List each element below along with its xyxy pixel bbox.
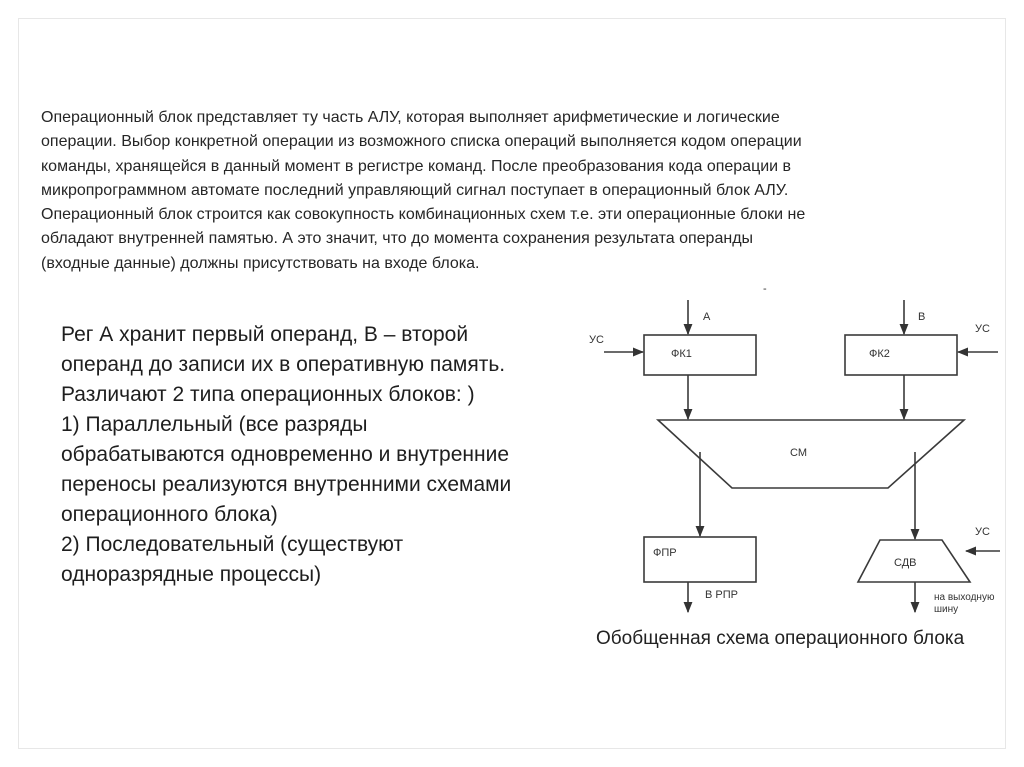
intro-line: микропрограммном автомате последний управляющий сигнал поступает в операционный блок АЛУ. — [41, 181, 789, 199]
intro-line: обладают внутренней памятью. А это значит, что до момента сохранения результата операнды — [41, 230, 754, 248]
body-line: 1) Параллельный (все разряды — [61, 413, 368, 436]
body-line: операционного блока) — [61, 503, 278, 526]
intro-line: Операционный блок строится как совокупность комбинационных схем т.е. эти операционные блоки не — [41, 206, 806, 224]
us-left-label: УС — [589, 334, 604, 346]
fpr-label: ФПР — [653, 547, 677, 559]
body-line: операнд до записи их в оперативную память. — [61, 353, 506, 376]
body-line: обрабатываются одновременно и внутренние — [61, 443, 510, 466]
sdv-label: СДВ — [894, 557, 917, 569]
body-line: Различают 2 типа операционных блоков: ) — [61, 383, 475, 406]
body-line: одноразрядные процессы) — [61, 563, 322, 586]
fk1-label: ФК1 — [671, 348, 692, 360]
out-bus-label-1: на выходную — [934, 592, 995, 603]
body-line: Рег А хранит первый операнд, В – второй — [61, 323, 469, 346]
diagram-caption: Обобщенная схема операционного блока — [596, 628, 965, 649]
us-right-label: УС — [975, 323, 990, 335]
body-line: 2) Последовательный (существуют — [61, 533, 404, 556]
intro-line: операции. Выбор конкретной операции из возможного списка операций выполняется кодом операции — [41, 133, 802, 151]
body-line: переносы реализуются внутренними схемами — [61, 473, 512, 496]
out-bus-label-2: шину — [934, 604, 959, 615]
input-b-label: B — [918, 311, 926, 323]
stray-dash: - — [763, 283, 767, 295]
adder-label: СМ — [790, 447, 807, 459]
intro-line: (входные данные) должны присутствовать на входе блока. — [41, 254, 480, 272]
input-a-label: A — [703, 311, 711, 323]
fk2-label: ФК2 — [869, 348, 890, 360]
out-rpr-label: В РПР — [705, 589, 738, 601]
intro-line: команды, хранящейся в данный момент в регистре команд. После преобразования кода операции в — [41, 157, 792, 175]
intro-line: Операционный блок представляет ту часть АЛУ, которая выполняет арифметические и логические — [41, 109, 780, 126]
us-bottom-label: УС — [975, 526, 990, 538]
